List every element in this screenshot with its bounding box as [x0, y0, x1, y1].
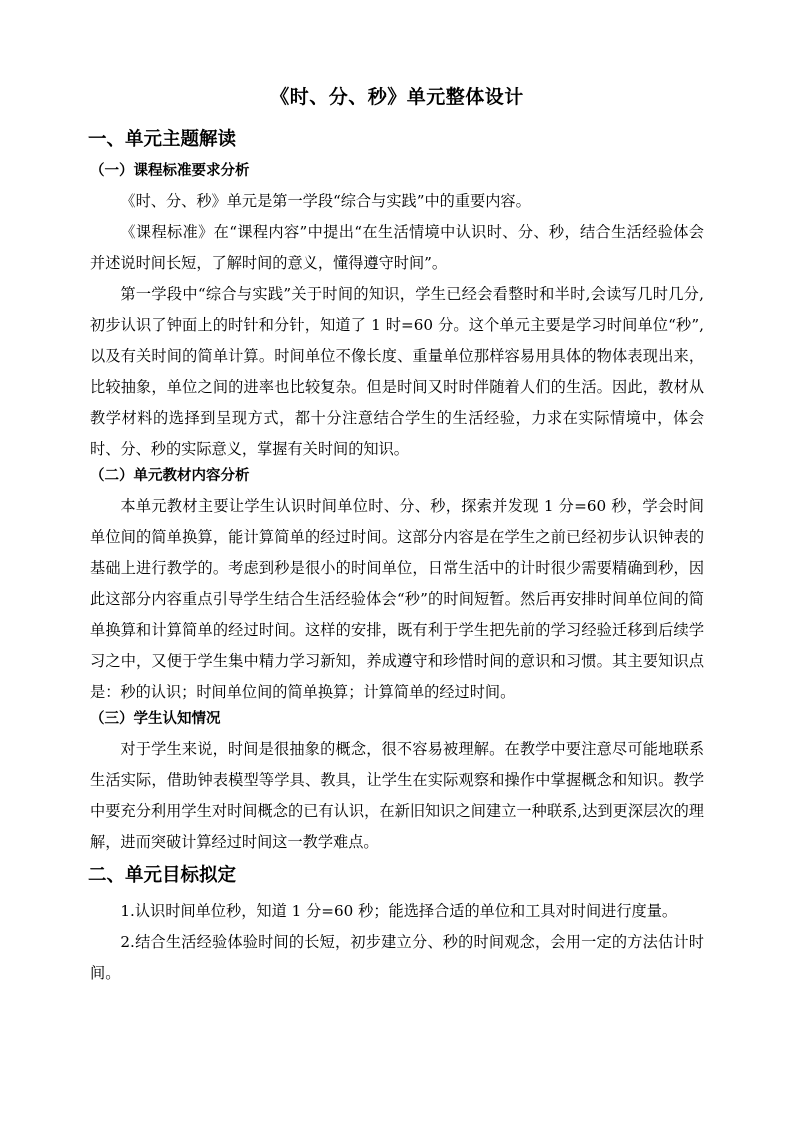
paragraph: 对于学生来说，时间是很抽象的概念，很不容易被理解。在教学中要注意尽可能地联系生活实际，借助钟表模型等学具、教具，让学生在实际观察和操作中掌握概念和知识。教学中要充分利用学生对时间概念的已有认识，在新旧知识之间建立一种联系,达到更深层次的理解，进而突破计算经过时间这一教学难点。 — [90, 740, 704, 851]
paragraph: 第一学段中“综合与实践”关于时间的知识，学生已经会看整时和半时,会读写几时几分,初步认识了钟面上的时针和分针，知道了 1 时=60 分。这个单元主要是学习时间单位“秒”,以及有关时间的简单计算。时间单位不像长度、重量单位那样容易用具体的物体表现出来，比较抽象，单位之间的进率也比较复杂。但是时间又时时伴随着人们的生活。因此，教材从教学材料的选择到呈现方式，都十分注意结合学生的生活经验，力求在实际情境中，体会时、分、秒的实际意义，掌握有关时间的知识。 — [90, 285, 704, 458]
objective-item: 2.结合生活经验体验时间的长短，初步建立分、秒的时间观念，会用一定的方法估计时间。 — [90, 933, 704, 982]
subsection-heading-cognition: （三）学生认知情况 — [90, 711, 221, 727]
subsection-heading-materials: （二）单元教材内容分析 — [90, 468, 250, 484]
section-heading-theme: 一、单元主题解读 — [88, 129, 237, 150]
paragraph: 《课程标准》在“课程内容”中提出“在生活情境中认识时、分、秒，结合生活经验体会并述说时间长短，了解时间的意义，懂得遵守时间”。 — [90, 223, 704, 272]
document-page — [90, 84, 704, 989]
paragraph: 本单元教材主要让学生认识时间单位时、分、秒，探索并发现 1 分=60 秒，学会时间单位间的简单换算，能计算简单的经过时间。这部分内容是在学生之前已经初步认识钟表的基础上进行教学的。考虑到秒是很小的时间单位，日常生活中的计时很少需要精确到秒，因此这部分内容重点引导学生结合生活经验体会“秒”的时间短暂。然后再安排时间单位间的简单换算和计算简单的经过时间。这样的安排，既有利于学生把先前的学习经验迁移到后续学习之中，又便于学生集中精力学习新知，养成遵守和珍惜时间的意识和习惯。其主要知识点是：秒的认识；时间单位间的简单换算；计算简单的经过时间。 — [90, 497, 704, 701]
section-heading-objectives: 二、单元目标拟定 — [88, 865, 237, 886]
subsection-heading-curriculum: （一）课程标准要求分析 — [90, 163, 250, 179]
paragraph: 《时、分、秒》单元是第一学段“综合与实践”中的重要内容。 — [120, 192, 531, 210]
objective-item: 1.认识时间单位秒，知道 1 分=60 秒；能选择合适的单位和工具对时间进行度量。 — [120, 902, 678, 920]
document-title: 《时、分、秒》单元整体设计 — [270, 86, 524, 108]
